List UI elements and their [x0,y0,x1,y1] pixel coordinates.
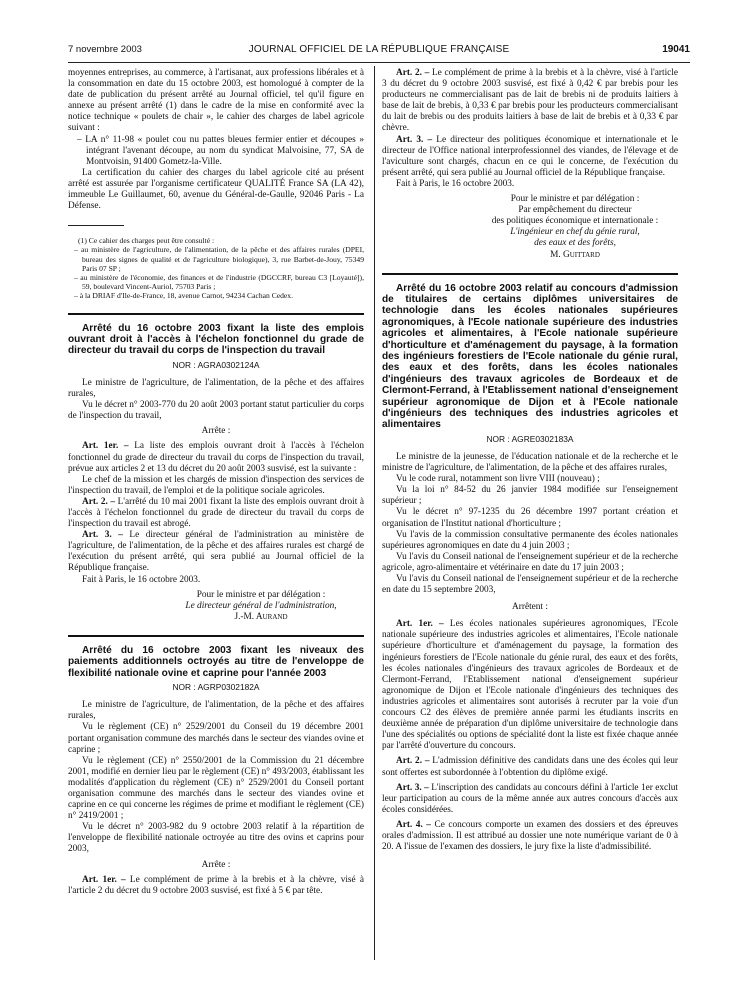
arrete-title: Arrêté du 16 octobre 2003 fixant les niveaux des paiements additionnels octroyés au titre de l'enveloppe de flexibilité nationale ovine et caprine pour l'année 2003 [68,644,364,679]
article-1-continued: Le chef de la mission et les chargés de mission d'inspection des services de l'inspection du travail, de l'emploi et de la politique sociale agricoles. [68,474,364,496]
visa: Vu le règlement (CE) n° 2529/2001 du Conseil du 19 décembre 2001 portant organisation commune des marchés dans le secteur des viandes ovine et caprine ; [68,722,364,755]
header-title: JOURNAL OFFICIEL DE LA RÉPUBLIQUE FRANÇAISE [248,44,510,55]
article-3: Art. 3. – L'inscription des candidats au concours défini à l'article 1er exclut leur participation au cours de la même année aux autres concours d'accès aux écoles considérées. [382,782,678,815]
nor-reference: NOR : AGRE0302183A [486,433,574,444]
arrete-emplois [68,323,364,623]
footnote-line: – au ministère de l'économie, des finances et de l'industrie (DGCCRF, bureau C3 [Loyauté]), 59, boulevard Vincent-Auriol, 75703 Paris ; [74,273,364,292]
signature-line: des politiques économique et internationale : [491,216,659,227]
preamble: Le ministre de l'agriculture, de l'alimentation, de la pêche et des affaires rurales, [68,700,364,722]
arrete-ovine [68,645,364,897]
signature-line: Pour le ministre et par délégation : [196,589,326,600]
arrete-concours [382,283,678,854]
signature-line: Par empêchement du directeur [518,205,632,216]
visa: Vu le décret n° 2003-982 du 9 octobre 2003 relatif à la répartition de l'enveloppe de flexibilité nationale octroyée au titre des ovins et caprins pour 2003, [68,822,364,855]
page-header [68,44,690,62]
footnote-line: – à la DRIAF d'Ile-de-France, 18, avenue Carnot, 94234 Cachan Cedex. [74,291,293,301]
header-date: 7 novembre 2003 [68,44,142,55]
article-3: Art. 3. – Le directeur des politiques économique et internationale et le directeur de l'Office national interprofessionnel des viandes, de l'élevage et de l'aviculture sont chargés, chacun en ce qui le concerne, de l'exécution du présent arrêté, qui sera publié au Journal officiel de la République française. [382,134,679,178]
article-1: Art. 1er. – Le complément de prime à la brebis et à la chèvre, visé à l'article 2 du décret du 9 octobre 2003 susvisé, est fixé à 5 € par tête. [68,874,365,896]
article-3: Art. 3. – Le directeur général de l'administration au ministère de l'agriculture, de l'alimentation, de la pêche et des affaires rurales est chargé de l'exécution du présent arrêté, qui sera publié au Journal officiel de la République française. [68,530,364,574]
visa: Vu le décret n° 97-1235 du 26 décembre 1997 portant création et organisation de l'Institut national d'horticulture ; [382,507,678,529]
article-2: Art. 2. – Le complément de prime à la brebis et à la chèvre, visé à l'article 3 du décret du 9 octobre 2003 susvisé, est fixé à 0,42 € par brebis pour les producteurs ne commercialisant pas de lait de brebis ni de produits laitiers à base de lait de brebis, à 0,33 € par brebis pour les producteurs commercialisant du lait de brebis ou des produits laitiers à base de lait de brebis et à 0,33 € par chèvre. [382,68,679,134]
left-column [68,68,364,897]
article-2: Art. 2. – L'arrêté du 10 mai 2001 fixant la liste des emplois ouvrant droit à l'accès à l'échelon fonctionnel du grade de directeur du travail du corps de l'inspection du travail est abrogé. [68,496,365,530]
article-2: Art. 2. – L'admission définitive des candidats dans une des écoles qui leur sont offertes est subordonnée à l'obtention du diplôme exigé. [382,756,678,778]
section-rule [68,313,364,315]
signature-line: Pour le ministre et par délégation : [510,194,640,205]
article-4: Art. 4. – Ce concours comporte un examen des dossiers et des épreuves orales d'admission. Il est attribué au dossier une note numérique variant de 0 à 20. A l'issue de l'examen des dossiers, le jury fixe la liste d'admissibilité. [382,819,678,853]
signature-line: Le directeur général de l'administration, [185,600,337,611]
certification-paragraph: La certification du cahier des charges du label agricole cité au présent arrêté est assurée par l'organisme certificateur QUALITÉ France SA (LA 42), immeuble Le Guillaumet, 60, avenue du Général-de-Gaulle, 92046 Paris - La Défense. [68,167,364,212]
visa: Vu l'avis de la commission consultative permanente des écoles nationales supérieures agronomiques en date du 4 juin 2003 ; [382,529,678,551]
signature-line: des eaux et des forêts, [534,238,616,249]
footnote-line: (1) Ce cahier des charges peut être consulté : [78,236,215,246]
visa: Vu le code rural, notamment son livre VIII (nouveau) ; [396,474,600,485]
article-1: Art. 1er. – La liste des emplois ouvrant droit à l'accès à l'échelon fonctionnel du grade de directeur du travail du corps de l'inspection du travail, prévue aux articles 2 et 13 du décret du 20 août 2003 susvisé, est la suivante : [68,441,364,474]
arrete-heading: Arrêtent : [512,602,548,613]
visa: Vu l'avis du Conseil national de l'enseignement supérieur et de la recherche agricole, agro-alimentaire et vétérinaire en date du 17 juin 2003 ; [382,551,678,573]
footnote-line: – au ministère de l'agriculture, de l'alimentation, de la pêche et des affaires rurales (DPEI, bureau des signes de qualité et de l'agriculture biologique), 3, rue Barbet-de-Jouy, 75349 Paris 07 SP ; [74,245,364,273]
preamble: Le ministre de l'agriculture, de l'alimentation, de la pêche et des affaires rurales, [68,377,364,400]
arrete-heading: Arrête : [201,859,231,870]
date-place: Fait à Paris, le 16 octobre 2003. [82,574,201,585]
article-1: Art. 1er. – Les écoles nationales supérieures agronomiques, l'Ecole nationale supérieure des industries agricoles et alimentaires, l'Ecole nationale supérieure d'horticulture et d'aménagement du paysage, la formation des ingénieurs forestiers de l'Ecole nationale du génie rural, des eaux et des forêts, les écoles nationales d'ingénieurs des travaux agricoles de Bordeaux et de Clermont-Ferrand, l'Etablissement national d'enseignement supérieur agronomique de Dijon et l'Ecole nationale d'ingénieurs des techniques des industries agricoles et alimentaires sont autorisés à recruter par la voie d'un concours C2 des élèves de première année parmi les étudiants inscrits en deuxième année de préparation d'un diplôme universitaire de technologie dans l'une des spécialités ou options de spécialité dont la liste est fixée chaque année par l'arrêté d'ouverture du concours. [382,619,678,752]
footnote [68,236,364,300]
footnote-separator [68,225,124,226]
section-rule [68,635,364,637]
arrete-title: Arrêté du 16 octobre 2003 relatif au concours d'admission de titulaires de certains diplômes universitaires de technologie dans les écoles nationales supérieures agronomiques, à l'Ecole nationale supérieure des industries agricoles et alimentaires, à l'Ecole nationale supérieure d'horticulture et d'aménagement du paysage, à la formation des ingénieurs forestiers de l'Ecole nationale du génie rural, des eaux et des forêts, dans les écoles nationales d'ingénieurs des travaux agricoles de Bordeaux et de Clermont-Ferrand, à l'Etablissement national d'enseignement supérieur agronomique de Dijon et à l'Ecole nationale d'ingénieurs des techniques des industries agricoles et alimentaires [382,282,678,431]
preamble: Le ministre de la jeunesse, de l'éducation nationale et de la recherche et le ministre de l'agriculture, de l'alimentation, de la pêche et des affaires rurales, [382,451,678,474]
right-column [382,68,678,853]
column-divider [374,66,375,960]
date-place: Fait à Paris, le 16 octobre 2003. [396,178,515,189]
signatory: M. Guittard [550,249,600,260]
arrete-title: Arrêté du 16 octobre 2003 fixant la liste des emplois ouvrant droit à l'accès à l'échelon fonctionnel du grade de directeur du travail du corps de l'inspection du travail [68,322,364,357]
arrete-heading: Arrête : [201,426,231,437]
visa: Vu le décret n° 2003-770 du 20 août 2003 portant statut particulier du corps de l'inspection du travail, [68,400,364,422]
signatory: J.-M. Aurand [234,611,288,622]
intro-paragraph: moyennes entreprises, au commerce, à l'artisanat, aux professions libérales et à la consommation en date du 15 octobre 2003, est homologué à compter de la date de publication du présent arrêté au Journal officiel, tel qu'il figure en annexe au présent arrêté (1) dans le cadre de la mise en conformité avec la notice technique « poulets de chair », le cahier des charges de label agricole suivant : [68,68,364,134]
section-rule [382,273,678,275]
visa: Vu la loi n° 84-52 du 26 janvier 1984 modifiée sur l'enseignement supérieur ; [382,485,678,507]
header-page-number: 19041 [662,44,690,55]
nor-reference: NOR : AGRA0302124A [172,359,260,370]
signature-line: L'ingénieur en chef du génie rural, [510,227,640,238]
visa: Vu l'avis du Conseil national de l'enseignement supérieur et de la recherche en date du 15 septembre 2003, [382,574,678,596]
header-rule [68,62,690,63]
nor-reference: NOR : AGRP0302182A [172,682,260,693]
label-item: – LA n° 11-98 « poulet cou nu pattes bleues fermier entier et découpes » intégrant l'avenant découpe, au nom du syndicat Malvoisine, 77, SA de Montvoisin, 91400 Gometz-la-Ville. [77,134,364,167]
visa: Vu le règlement (CE) n° 2550/2001 de la Commission du 21 décembre 2001, modifié en dernier lieu par le règlement (CE) n° 493/2003, établissant les modalités d'application du règlement (CE) n° 2529/2001 du Conseil portant organisation commune des marchés dans le secteur des viandes ovine et caprine en ce qui concerne les régimes de prime et modifiant le règlement (CE) n° 2419/2001 ; [68,755,364,822]
